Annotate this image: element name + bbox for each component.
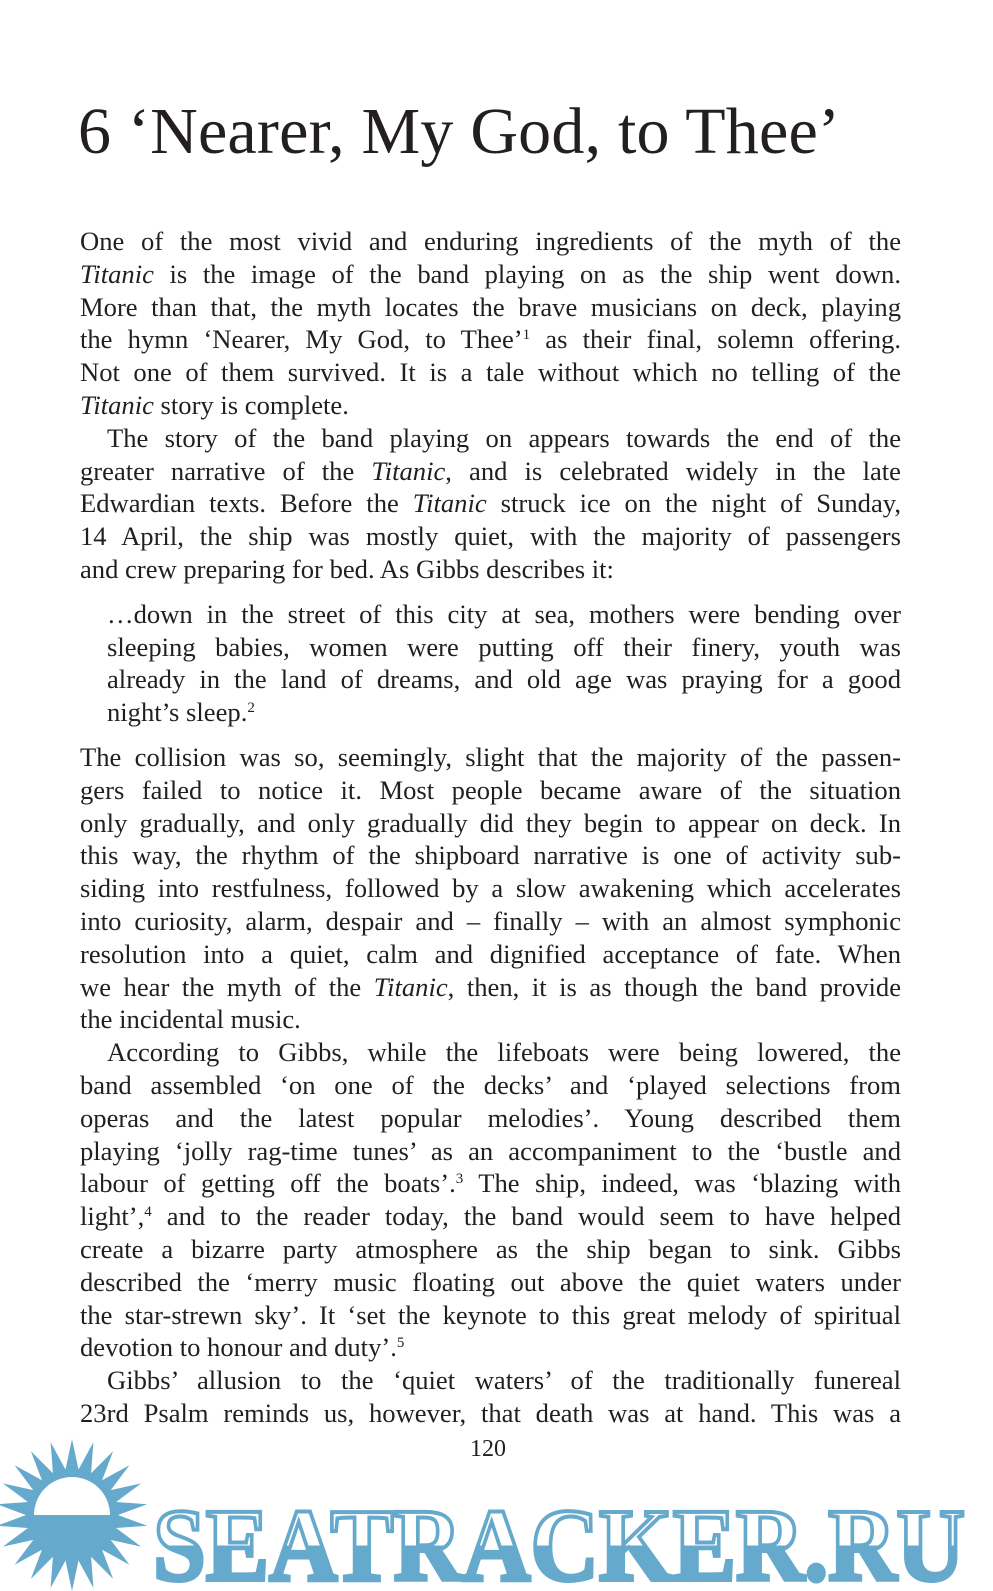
text-run: night’s sleep. <box>107 697 248 728</box>
text-line <box>107 696 901 729</box>
paragraph <box>80 225 901 422</box>
text-run: gers failed to notice it. Most people became aware of the situation <box>80 774 901 805</box>
text-line <box>80 389 901 422</box>
text-line <box>80 1135 901 1168</box>
paragraph <box>80 741 901 1036</box>
text-run: light’, <box>80 1201 145 1232</box>
page-number: 120 <box>470 1436 506 1462</box>
text-run: More than that, the myth locates the brave musicians on deck, playing <box>80 291 901 322</box>
text-run: as their final, solemn offering. <box>530 324 901 355</box>
text-run: struck ice on the night of Sunday, <box>486 488 901 519</box>
italic-title: Titanic <box>80 258 154 289</box>
text-run: sleeping babies, women were putting off their finery, youth was <box>107 631 901 662</box>
text-run: greater narrative of the <box>80 455 372 486</box>
text-run: resolution into a quiet, calm and dignified acceptance of fate. When <box>80 938 901 969</box>
text-line <box>80 807 901 840</box>
text-line <box>80 487 901 520</box>
text-run: Gibbs’ allusion to the ‘quiet waters’ of the traditionally funereal <box>107 1365 901 1396</box>
text-line <box>80 1266 901 1299</box>
text-run: The story of the band playing on appears towards the end of the <box>107 422 901 453</box>
footnote-ref: 1 <box>522 327 531 344</box>
text-line <box>107 631 901 664</box>
text-run: create a bizarre party atmosphere as the ship began to sink. Gibbs <box>80 1233 901 1264</box>
text-line <box>80 455 901 488</box>
text-run: 23rd Psalm reminds us, however, that death was at hand. This was a <box>80 1397 901 1428</box>
text-run: …down in the street of this city at sea, mothers were bending over <box>107 598 901 629</box>
text-line <box>107 663 901 696</box>
text-run: playing ‘jolly rag-time tunes’ as an accompaniment to the ‘bustle and <box>80 1135 901 1166</box>
text-run: siding into restfulness, followed by a slow awakening which accelerates <box>80 873 901 904</box>
text-run: this way, the rhythm of the shipboard narrative is one of activity sub- <box>80 840 901 871</box>
text-run: the star-strewn sky’. It ‘set the keynote to this great melody of spiritual <box>80 1299 901 1330</box>
text-run: labour of getting off the boats’. <box>80 1168 456 1199</box>
text-run: the incidental music. <box>80 1004 301 1035</box>
paragraph <box>80 1036 901 1364</box>
footnote-ref: 5 <box>396 1335 405 1352</box>
text-line <box>80 938 901 971</box>
paragraph <box>80 422 901 586</box>
text-run: , and is celebrated widely in the late <box>445 455 901 486</box>
text-run: 14 April, the ship was mostly quiet, with the majority of passengers <box>80 521 901 552</box>
text-line <box>80 774 901 807</box>
text-run: story is complete. <box>153 389 349 420</box>
text-line <box>80 356 901 389</box>
text-line <box>80 872 901 905</box>
text-run: we hear the myth of the <box>80 971 374 1002</box>
text-line <box>80 1331 901 1364</box>
text-run: The collision was so, seemingly, slight that the majority of the passen- <box>80 741 901 772</box>
text-line <box>80 1102 901 1135</box>
italic-title: Titanic <box>412 488 487 519</box>
text-line <box>80 1233 901 1266</box>
text-line <box>80 1069 901 1102</box>
text-line <box>107 598 901 631</box>
text-line <box>80 1167 901 1200</box>
text-run: devotion to honour and duty’. <box>80 1332 397 1363</box>
text-line <box>80 1200 901 1233</box>
text-run: band assembled ‘on one of the decks’ and ‘played selections from <box>80 1069 901 1100</box>
text-line <box>80 323 901 356</box>
footnote-ref: 4 <box>144 1204 152 1221</box>
text-run: only gradually, and only gradually did they begin to appear on deck. In <box>80 807 901 838</box>
text-run: already in the land of dreams, and old age was praying for a good <box>107 664 901 695</box>
text-run: , then, it is as though the band provide <box>447 971 901 1002</box>
italic-title: Titanic <box>373 971 448 1002</box>
chapter-title: 6 ‘Nearer, My God, to Thee’ <box>78 95 841 168</box>
text-run: and crew preparing for bed. As Gibbs describes it: <box>80 553 614 584</box>
text-line <box>80 905 901 938</box>
text-line <box>80 422 901 455</box>
text-run: One of the most vivid and enduring ingredients of the myth of the <box>80 226 901 256</box>
footnote-ref: 2 <box>247 700 255 717</box>
text-line <box>80 553 901 586</box>
text-line <box>80 1003 901 1036</box>
text-run: the hymn ‘Nearer, My God, to Thee’ <box>80 324 523 355</box>
text-line <box>80 291 901 324</box>
text-line <box>80 1036 901 1069</box>
text-line <box>80 225 901 258</box>
text-run: According to Gibbs, while the lifeboats were being lowered, the <box>107 1037 901 1068</box>
text-run: Not one of them survived. It is a tale without which no telling of the <box>80 357 901 388</box>
italic-title: Titanic <box>371 455 446 486</box>
text-line <box>80 1299 901 1332</box>
text-run: The ship, indeed, was ‘blazing with <box>463 1168 901 1199</box>
text-run: is the image of the band playing on as the ship went down. <box>153 258 901 289</box>
text-run: operas and the latest popular melodies’. Young described them <box>80 1102 901 1133</box>
text-run: described the ‘merry music floating out above the quiet waters under <box>80 1266 901 1297</box>
footnote-ref: 3 <box>455 1171 464 1188</box>
text-run: Edwardian texts. Before the <box>80 488 413 519</box>
text-line <box>80 839 901 872</box>
text-line <box>80 971 901 1004</box>
sun-icon <box>0 1439 147 1591</box>
text-line <box>80 258 901 291</box>
watermark-text: SEATRACKER.RU <box>153 1488 965 1591</box>
text-run: and to the reader today, the band would seem to have helped <box>151 1201 901 1232</box>
italic-title: Titanic <box>80 389 154 420</box>
text-line <box>80 520 901 553</box>
text-line <box>80 741 901 774</box>
block-quote <box>80 598 901 729</box>
text-line <box>80 1364 901 1397</box>
text-run: into curiosity, alarm, despair and – finally – with an almost symphonic <box>80 905 901 936</box>
chapter-body <box>80 225 901 1430</box>
